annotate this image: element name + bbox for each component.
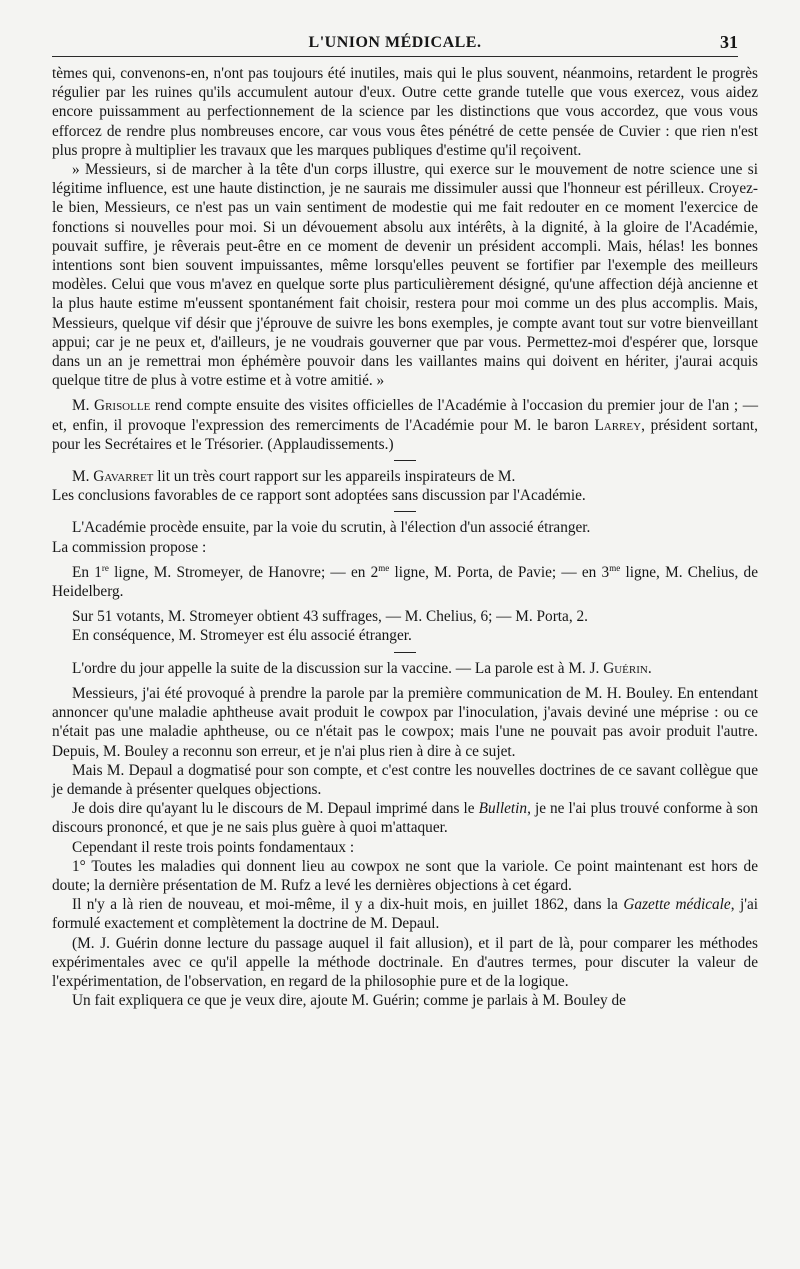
ordinal-sup: me	[609, 562, 621, 573]
paragraph-guerin-1: Messieurs, j'ai été provoqué à prendre la parole par la première communication de M. H. Bouley. En entendant annoncer qu'une maladie aphtheuse avait produit le cowpox par l'inoculation, j'avais deviné une méprise : ou ce n'était pas une maladie aphtheuse, ou ce n'était pas le cowpox; mais l'une ne pouvait pas avoir produit l'autre. Depuis, M. Bouley a reconnu son erreur, et je n'ai plus rien à dire à ce sujet.	[52, 684, 758, 760]
section-rule	[394, 511, 416, 512]
paragraph-candidates	[52, 563, 758, 601]
paragraph-speech: » Messieurs, si de marcher à la tête d'un corps illustre, qui exerce sur le mouvement de notre science une si légitime influence, est une haute distinction, je ne saurais me dissimuler aussi que l'honneur est périlleux. Croyez-le bien, Messieurs, ce n'est pas un vain sentiment de modestie qui me fait redouter en ce moment l'exercice de fonctions si nouvelles pour moi. Si un dévouement absolu aux intérêts, à la dignité, à la gloire de l'Académie, pouvait suffire, je rêverais peut-être en ce moment de devenir un président accompli. Mais, hélas! les bonnes intentions sont bien souvent impuissantes, même lorsqu'elles peuvent se fortifier par l'exemple des meilleurs modèles. Celui que vous m'avez en quelque sorte plus particulièrement désigné, qu'une affection déjà ancienne et la plus haute estime m'eussent spontanément fait choisir, restera pour moi comme un des plus accomplis. Mais, Messieurs, quelque vif désir que j'éprouve de suivre les bons exemples, je compte avant tout sur votre bienveillant appui; car je ne peux et, d'ailleurs, je ne voudrais gouverner que par vous. Permettez-moi d'espérer que, lorsque dans un an je remettrai mon éphémère pouvoir dans les vaillantes mains qui doivent en hériter, j'aurai acquis quelque titre de plus à votre estime et à votre amitié. »	[52, 161, 758, 390]
order-text-end: .	[647, 659, 652, 677]
candidates-text: ligne, M. Chelius, de Heidelberg.	[52, 563, 758, 601]
paragraph-guerin-3	[52, 799, 758, 837]
guerin-6-text-end: , j'ai formulé exactement et complètement la doctrine de M. Depaul.	[52, 896, 758, 933]
guerin-3-text: Je dois dire qu'ayant lu le discours de M. Depaul imprimé dans le	[72, 800, 479, 818]
section-rule	[394, 460, 416, 461]
name-larrey: Larrey	[594, 416, 642, 434]
paragraph-grisolle	[52, 396, 758, 454]
paragraph-guerin-6	[52, 895, 758, 933]
speaker-guerin: Guérin	[603, 659, 648, 677]
paragraph-result: En conséquence, M. Stromeyer est élu associé étranger.	[72, 627, 412, 645]
journal-title: L'UNION MÉDICALE.	[308, 34, 482, 51]
paragraph-election-intro: L'Académie procède ensuite, par la voie du scrutin, à l'élection d'un associé étranger.	[72, 519, 591, 537]
paragraph-guerin-7: (M. J. Guérin donne lecture du passage auquel il fait allusion), et il part de là, pour comparer les méthodes expérimentales avec ce qu'il appelle la méthode doctrinale. En d'autres termes, pour discuter la valeur de l'expérimentation, de l'observation, en regard de la philosophie pure et de la logique.	[52, 934, 758, 990]
paragraph-guerin-2: Mais M. Depaul a dogmatisé pour son compte, et c'est contre les nouvelles doctrines de ce savant collègue que je demande à présenter quelques objections.	[52, 761, 758, 798]
grisolle-text: rend compte ensuite des visites officielles de l'Académie à l'occasion du premier jour de l'an ; — et, enfin, il provoque l'expression des remerciments de l'Académie pour M. le baron	[52, 397, 758, 434]
paragraph-guerin-8: Un fait expliquera ce que je veux dire, ajoute M. Guérin; comme je parlais à M. Bouley de	[72, 992, 626, 1010]
page-number: 31	[720, 32, 738, 52]
paragraph-order-of-day	[52, 659, 758, 678]
running-header	[52, 0, 738, 57]
gazette-title: Gazette médicale	[623, 896, 731, 914]
guerin-6-text: Il n'y a là rien de nouveau, et moi-même, il y a dix-huit mois, en juillet 1862, dans la	[72, 896, 624, 914]
paragraph-votes: Sur 51 votants, M. Stromeyer obtient 43 suffrages, — M. Chelius, 6; — M. Porta, 2.	[72, 608, 588, 626]
guerin-3-text-end: , je ne l'ai plus trouvé conforme à son discours prononcé, et que je ne sais plus guère à quoi m'attaquer.	[52, 800, 758, 837]
grisolle-text-end: , président sortant, pour les Secrétaires et le Trésorier. (Applaudissements.)	[52, 416, 758, 453]
section-rule	[394, 652, 416, 653]
paragraph-continuation: tèmes qui, convenons-en, n'ont pas toujours été inutiles, mais qui le plus souvent, néanmoins, retardent le progrès régulier par les ruines qu'ils accumulent autour d'eux. Outre cette grande tutelle que vous exercez, vous aidez encore puissamment au perfectionnement de la science par les distinctions que vous accordez, que vous vous efforcez de rendre plus nombreuses encore, car vous vous êtes pénétré de cette pensée de Cuvier : que rien n'est plus propre à multiplier les travaux que les marques publiques d'estime qu'il reçoivent.	[52, 65, 758, 159]
candidates-text: En 1	[72, 563, 102, 581]
paragraph-guerin-4: Cependant il reste trois points fondamentaux :	[72, 838, 355, 856]
candidates-text: ligne, M. Stromeyer, de Hanovre; — en 2	[108, 563, 379, 581]
paragraph-conclusions: Les conclusions favorables de ce rapport sont adoptées sans discussion par l'Académie.	[52, 487, 586, 505]
speaker-grisolle: M. Grisolle	[72, 397, 151, 415]
candidates-text: ligne, M. Porta, de Pavie; — en 3	[389, 563, 610, 581]
paragraph-gavarret	[52, 467, 758, 486]
speaker-gavarret: M. Gavarret	[72, 468, 154, 486]
gavarret-text: lit un très court rapport sur les appareils inspirateurs de M.	[153, 468, 516, 486]
order-text: L'ordre du jour appelle la suite de la discussion sur la vaccine. — La parole est à M. J.	[72, 659, 604, 677]
paragraph-commission: La commission propose :	[52, 538, 207, 556]
bulletin-title: Bulletin	[478, 800, 528, 818]
ordinal-sup: me	[378, 562, 390, 573]
article-body	[52, 64, 758, 1010]
ordinal-sup: re	[101, 562, 109, 573]
paragraph-guerin-5: 1° Toutes les maladies qui donnent lieu au cowpox ne sont que la variole. Ce point maintenant est hors de doute; la dernière présentation de M. Rufz a levé les dernières objections à cet égard.	[52, 857, 758, 894]
